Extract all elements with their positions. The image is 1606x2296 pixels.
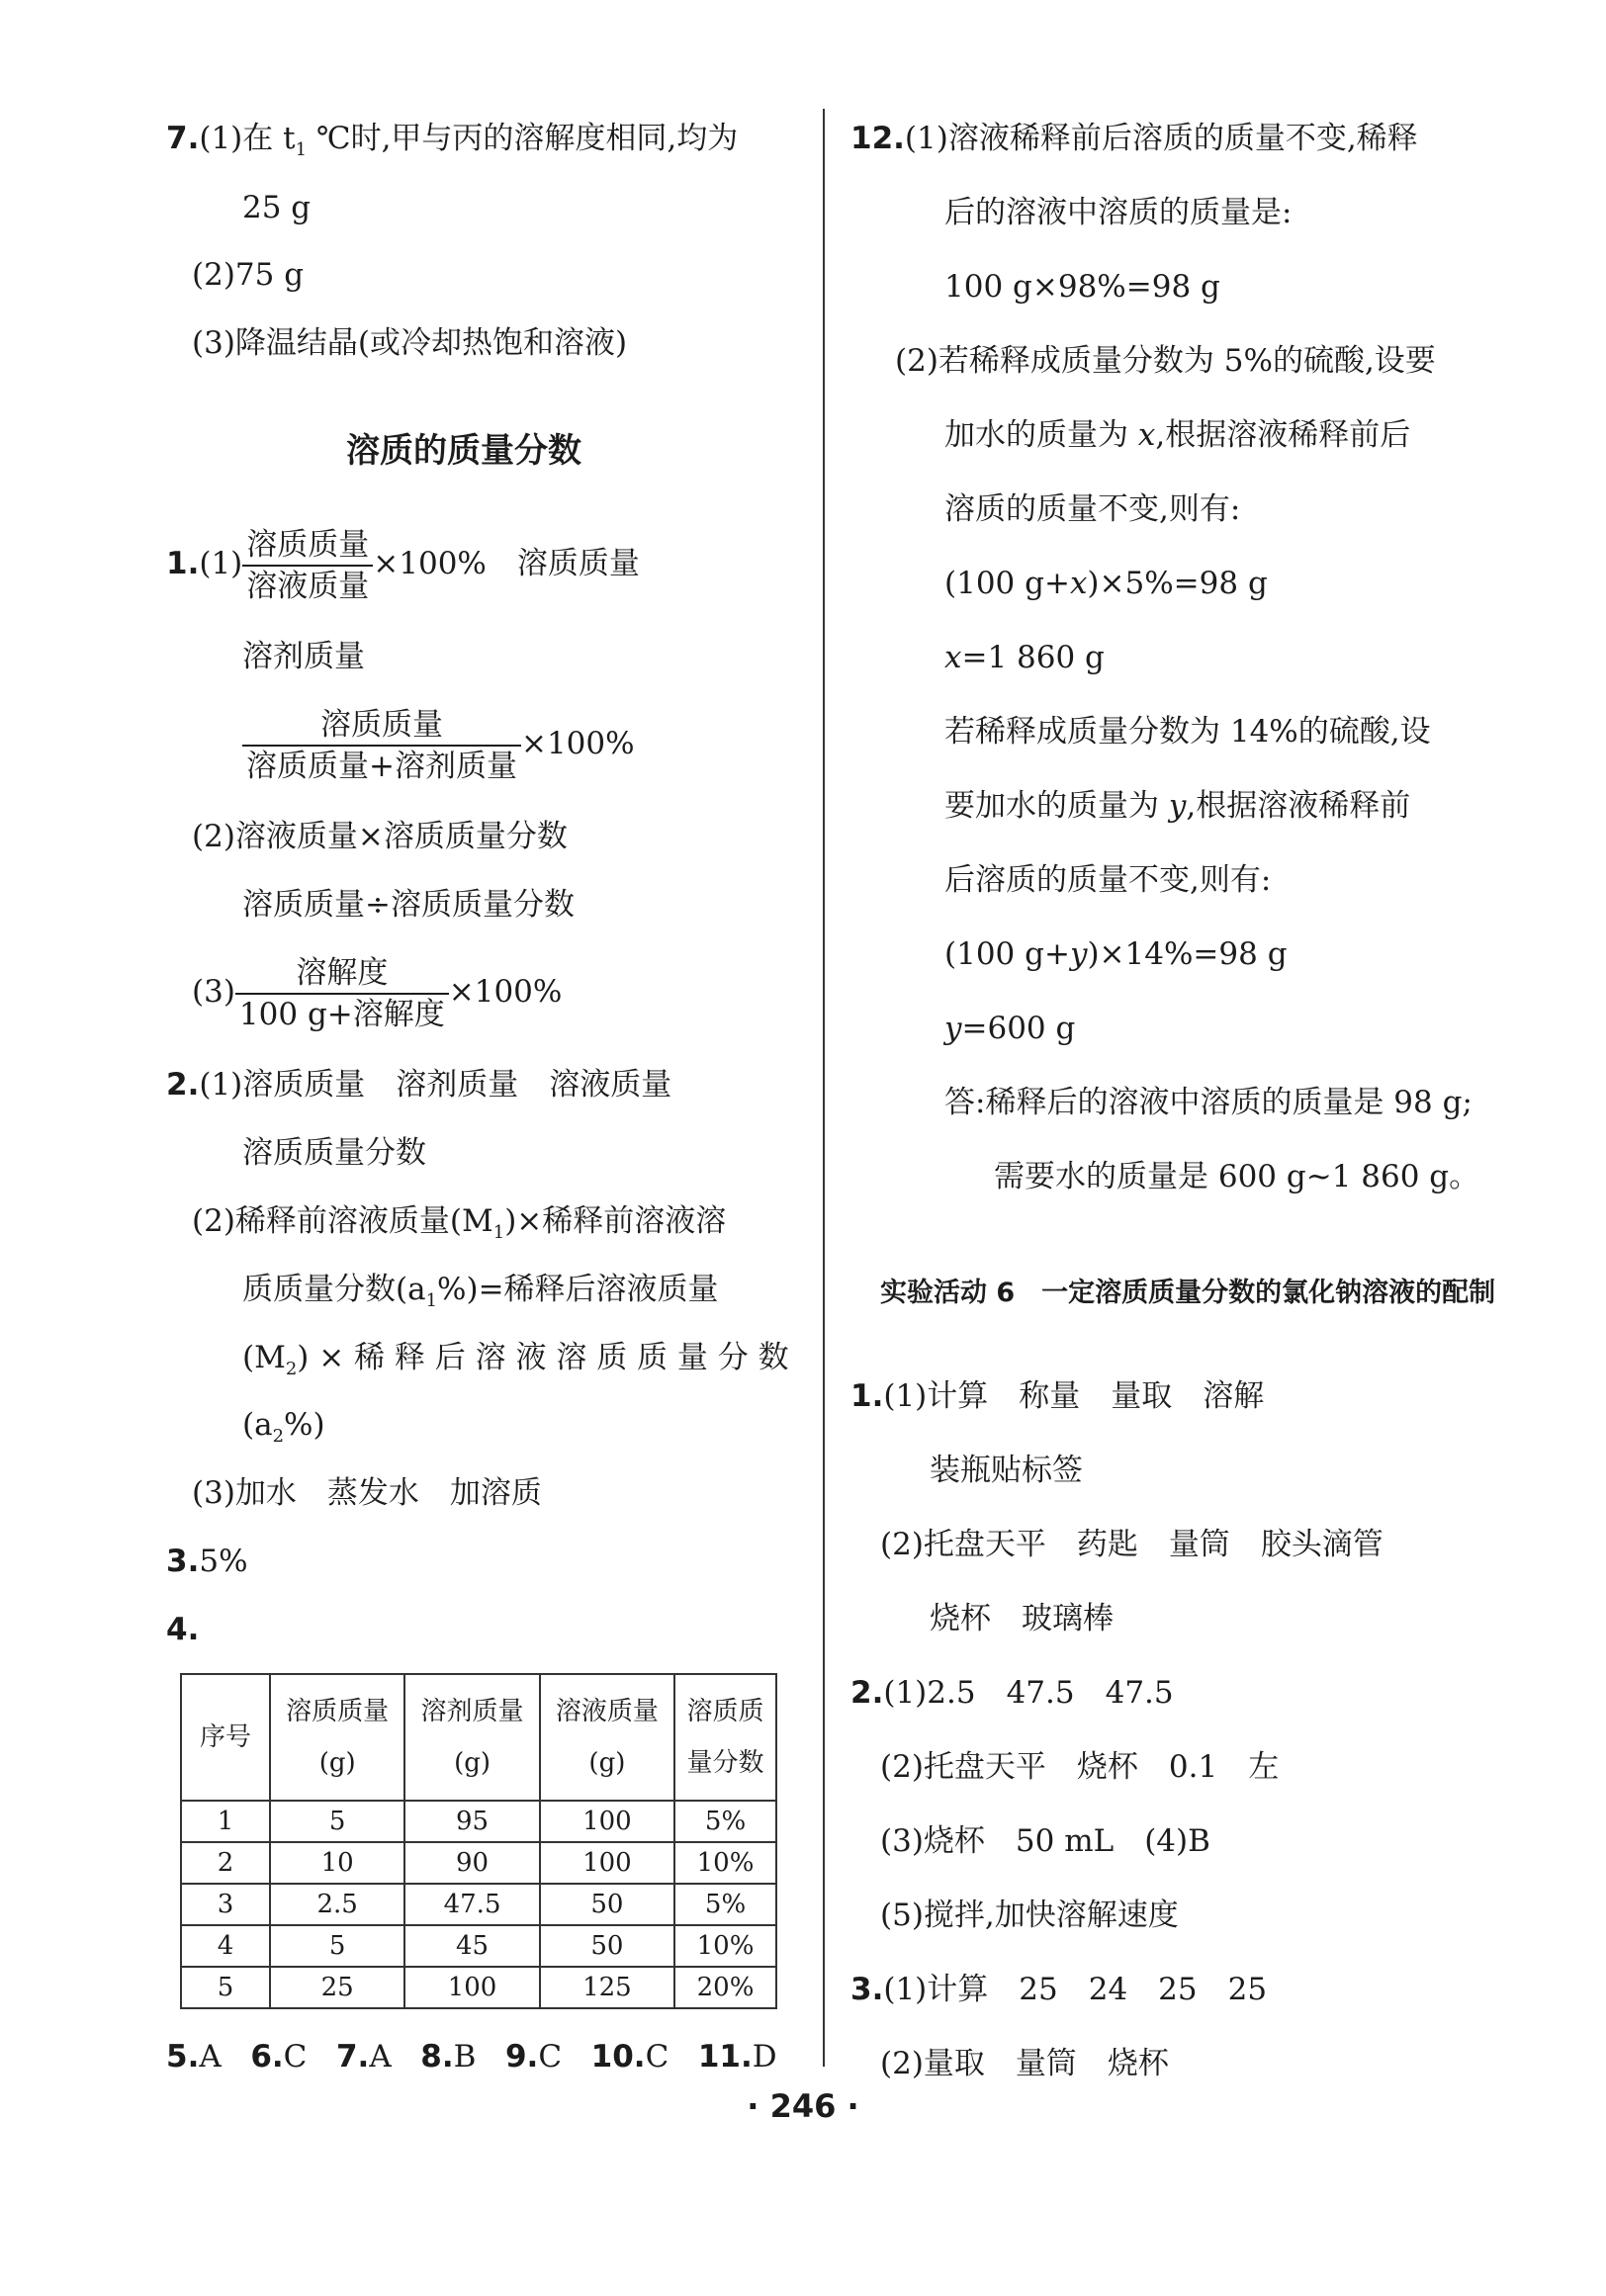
- fraction-1: $\frac{\text{溶质质量}}{\text{溶液质量}}$: [242, 527, 373, 604]
- fraction-3: $\frac{\text{溶解度}}{\text{100 g+溶解度}}$: [235, 955, 449, 1032]
- q7-line-4: (3)降温结晶(或冷却热饱和溶液): [192, 325, 628, 361]
- q1-line-2: 溶剂质量: [242, 639, 365, 674]
- e2-line-1: 2.(1)2.5 47.5 47.5: [850, 1675, 1174, 1711]
- table-row: [181, 1842, 776, 1884]
- table-cell: 5%: [674, 1884, 776, 1925]
- table-header-row: [181, 1674, 776, 1801]
- e2-line-3: (3)烧杯 50 mL (4)B: [880, 1823, 1210, 1859]
- q12-line-8: x=1 860 g: [944, 640, 1105, 675]
- q1-part-1: 1.(1) $\frac{\text{溶质质量}}{\text{溶液质量}}$ ×100% 溶质质量: [166, 526, 640, 604]
- q2-line-4: 质质量分数$(a_1\%)=$稀释后溶液质量: [242, 1272, 719, 1312]
- table-header-cell: 序号: [181, 1674, 270, 1801]
- e1-line-4: 烧杯 玻璃棒: [930, 1601, 1114, 1636]
- table-cell: 1: [181, 1801, 270, 1842]
- table-cell: 20%: [674, 1967, 776, 2008]
- e1-line-2: 装瓶贴标签: [930, 1453, 1083, 1488]
- table-cell: 5%: [674, 1801, 776, 1842]
- e3-line-2: (2)量取 量筒 烧杯: [880, 2046, 1169, 2081]
- q12-line-15: 需要水的质量是 600 g~1 860 g。: [994, 1159, 1480, 1194]
- table-header-cell: 溶剂质量 (g): [404, 1674, 539, 1801]
- table-cell: 2: [181, 1842, 270, 1884]
- table-cell: 5: [270, 1801, 404, 1842]
- table-cell: 10%: [674, 1842, 776, 1884]
- q12-line-7: (100 g+x)×5%=98 g: [944, 566, 1268, 601]
- table-cell: 2.5: [270, 1884, 404, 1925]
- table-row: [181, 1801, 776, 1842]
- q12-line-1: 12.(1)溶液稀释前后溶质的质量不变,稀释: [850, 121, 1418, 156]
- table-row: [181, 1925, 776, 1967]
- table-header-cell: 溶液质量 (g): [540, 1674, 674, 1801]
- table-header-cell: 溶质质 量分数: [674, 1674, 776, 1801]
- table-cell: 4: [181, 1925, 270, 1967]
- q12-line-6: 溶质的质量不变,则有:: [944, 491, 1241, 527]
- table-cell: 3: [181, 1884, 270, 1925]
- q12-line-12: (100 g+y)×14%=98 g: [944, 936, 1288, 972]
- q1-fraction-2-line: $\frac{\text{溶质质量}}{\text{溶质质量+溶剂质量}}$ ×100%: [242, 704, 635, 784]
- table-row: [181, 1884, 776, 1925]
- table-cell: 125: [540, 1967, 674, 2008]
- e1-line-3: (2)托盘天平 药匙 量筒 胶头滴管: [880, 1527, 1383, 1562]
- q4: 4.: [166, 1612, 200, 1647]
- q1-line-5: 溶质质量÷溶质质量分数: [242, 887, 575, 923]
- table-cell: 5: [181, 1967, 270, 2008]
- q12-line-3: 100 g×98%=98 g: [944, 269, 1220, 305]
- q12-line-4: (2)若稀释成质量分数为 5%的硫酸,设要: [895, 343, 1436, 379]
- e1-line-1: 1.(1)计算 称量 量取 溶解: [850, 1378, 1265, 1414]
- q2-line-1: 2.(1)溶质质量 溶剂质量 溶液质量: [166, 1067, 672, 1103]
- table-cell: 5: [270, 1925, 404, 1967]
- e3-line-1: 3.(1)计算 25 24 25 25: [850, 1972, 1268, 2007]
- page-number: · 246 ·: [747, 2087, 859, 2125]
- table-cell: 10: [270, 1842, 404, 1884]
- table-cell: 100: [540, 1842, 674, 1884]
- table-cell: 100: [404, 1967, 539, 2008]
- table-cell: 45: [404, 1925, 539, 1967]
- answer-table: [180, 1673, 777, 2009]
- e2-line-2: (2)托盘天平 烧杯 0.1 左: [880, 1749, 1280, 1785]
- q5-to-q11: 5.A 6.C 7.A 8.B 9.C 10.C 11.D: [166, 2039, 777, 2075]
- q12-line-2: 后的溶液中溶质的质量是:: [944, 195, 1293, 230]
- e2-line-4: (5)搅拌,加快溶解速度: [880, 1898, 1179, 1933]
- q2-line-6: $(a_2\%)$: [242, 1407, 325, 1448]
- fraction-2: $\frac{\text{溶质质量}}{\text{溶质质量+溶剂质量}}$: [242, 707, 521, 784]
- table-cell: 25: [270, 1967, 404, 2008]
- q12-line-10: 要加水的质量为 y,根据溶液稀释前: [944, 788, 1411, 824]
- q12-line-9: 若稀释成质量分数为 14%的硫酸,设: [944, 714, 1431, 750]
- q2-line-3: (2)稀释前溶液质量$(M_1)\times$稀释前溶液溶: [192, 1203, 727, 1244]
- table-cell: 10%: [674, 1925, 776, 1967]
- q1-line-4: (2)溶液质量×溶质质量分数: [192, 819, 568, 854]
- q12-line-13: y=600 g: [944, 1011, 1076, 1046]
- q12-line-5: 加水的质量为 x,根据溶液稀释前后: [944, 417, 1411, 453]
- column-divider: [823, 109, 825, 2067]
- section-title-mass-fraction: 溶质的质量分数: [346, 431, 581, 471]
- table-cell: 100: [540, 1801, 674, 1842]
- table-cell: 90: [404, 1842, 539, 1884]
- q7-line-3: (2)75 g: [192, 257, 305, 293]
- q2-line-7: (3)加水 蒸发水 加溶质: [192, 1475, 542, 1511]
- table-cell: 47.5: [404, 1884, 539, 1925]
- table-header-cell: 溶质质量 (g): [270, 1674, 404, 1801]
- q7-line-1: 7.(1)在 $t_1$ ℃时,甲与丙的溶解度相同,均为: [166, 121, 739, 161]
- table-row: [181, 1967, 776, 2008]
- table-cell: 50: [540, 1884, 674, 1925]
- section-title-experiment-6: 实验活动 6 一定溶质质量分数的氯化钠溶液的配制: [880, 1278, 1496, 1308]
- q12-line-14: 答:稀释后的溶液中溶质的质量是 98 g;: [944, 1085, 1472, 1120]
- q1-part-3: (3) $\frac{\text{溶解度}}{\text{100 g+溶解度}}$ ×100%: [192, 954, 563, 1032]
- q2-line-2: 溶质质量分数: [242, 1135, 426, 1171]
- q12-line-11: 后溶质的质量不变,则有:: [944, 862, 1272, 898]
- q2-line-5: $(M_2)$ × 稀 释 后 溶 液 溶 质 质 量 分 数: [242, 1340, 789, 1380]
- q7-line-2: 25 g: [242, 190, 312, 225]
- q3: 3.5%: [166, 1544, 248, 1579]
- table-cell: 95: [404, 1801, 539, 1842]
- table-cell: 50: [540, 1925, 674, 1967]
